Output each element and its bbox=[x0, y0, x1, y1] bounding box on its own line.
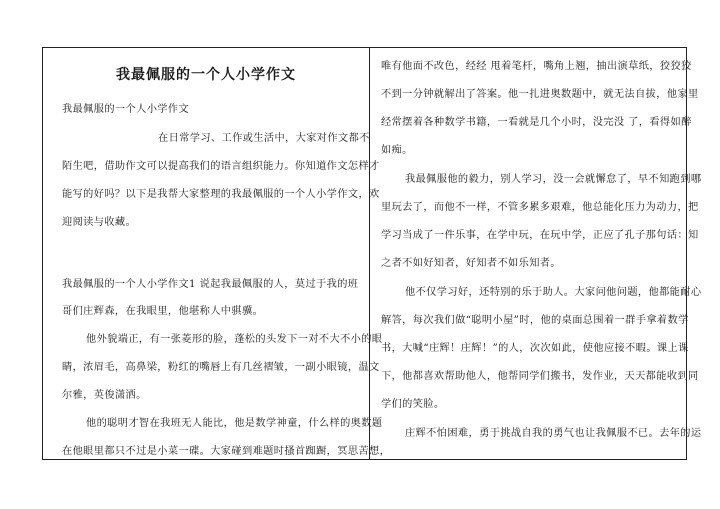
right-line-10: 解答，每次我们做“聪明小屋”时，他的桌面总围着一群手拿着数学 bbox=[381, 315, 689, 326]
left-line-4: 能写的好吗？以下是我帮大家整理的我最佩服的一个人小学作文，欢 bbox=[62, 189, 380, 200]
right-line-3: 经常摆着各种数学书籍，一看就是几个小时，没完没 了，看得如醉 bbox=[381, 117, 692, 128]
right-line-14: 庄辉不怕困难，勇于挑战自我的勇气也让我佩服不已。去年的运 bbox=[405, 428, 702, 439]
right-line-4: 如痴。 bbox=[381, 145, 413, 156]
left-line-9: 睛，浓眉毛，高鼻梁，粉红的嘴唇上有几丝褶皱，一副小眼镜，温文 bbox=[62, 362, 380, 373]
document-title: 我最佩服的一个人小学作文 bbox=[116, 67, 296, 83]
left-line-6: 我最佩服的一个人小学作文1 说起我最佩服的人，莫过于我的班 bbox=[62, 279, 359, 290]
left-line-10: 尔雅，英俊潇洒。 bbox=[62, 390, 147, 401]
right-line-6: 里玩去了，而他不一样，不管多累多艰难，他总能化压力为动力，把 bbox=[381, 202, 699, 213]
left-line-2: 在日常学习、工作或生活中，大家对作文都不 bbox=[158, 133, 370, 144]
right-line-5: 我最佩服他的毅力，别人学习，没一会就懈怠了，早不知跑到哪 bbox=[405, 174, 702, 185]
left-line-3: 陌生吧，借助作文可以提高我们的语言组织能力。你知道作文怎样才 bbox=[62, 161, 380, 172]
left-line-11: 他的聪明才智在我班无人能比，他是数学神童，什么样的奥数题 bbox=[86, 418, 383, 429]
right-line-2: 不到一分钟就解出了答案。他一扎进奥数题中，就无法自拔，他家里 bbox=[381, 89, 699, 100]
left-line-5: 迎阅读与收藏。 bbox=[62, 217, 137, 228]
left-line-7: 哥们庄辉森，在我眼里，他堪称人中骐骥。 bbox=[62, 306, 264, 317]
left-line-1: 我最佩服的一个人小学作文 bbox=[62, 104, 190, 115]
left-line-8: 他外貌端正，有一张菱形的脸，蓬松的头发下一对不大不小的眼 bbox=[86, 334, 383, 345]
right-line-8: 之者不如好知者，好知者不如乐知者。 bbox=[381, 258, 561, 269]
right-line-11: 书，大喊“庄辉！庄辉！”的人，次次如此，使他应接不暇。课上课 bbox=[381, 343, 689, 354]
right-line-1: 唯有他面不改色，经经 甩着笔杆，嘴角上翘，抽出演草纸，狡狡狡 bbox=[381, 61, 692, 72]
left-line-12: 在他眼里都只不过是小菜一碟。大家碰到难题时搔首踟蹰，冥思苦想， bbox=[62, 446, 391, 457]
right-line-7: 学习当成了一件乐事，在学中玩，在玩中学，正应了孔子那句话：知 bbox=[381, 230, 699, 241]
right-line-12: 下，他都喜欢帮助他人，他帮同学们搬书，发作业，天天都能收到同 bbox=[381, 371, 699, 382]
column-divider bbox=[369, 47, 370, 460]
right-line-13: 学们的笑脸。 bbox=[381, 399, 445, 410]
right-line-9: 他不仅学习好，还特别的乐于助人。大家问他问题，他都能耐心 bbox=[405, 287, 702, 298]
